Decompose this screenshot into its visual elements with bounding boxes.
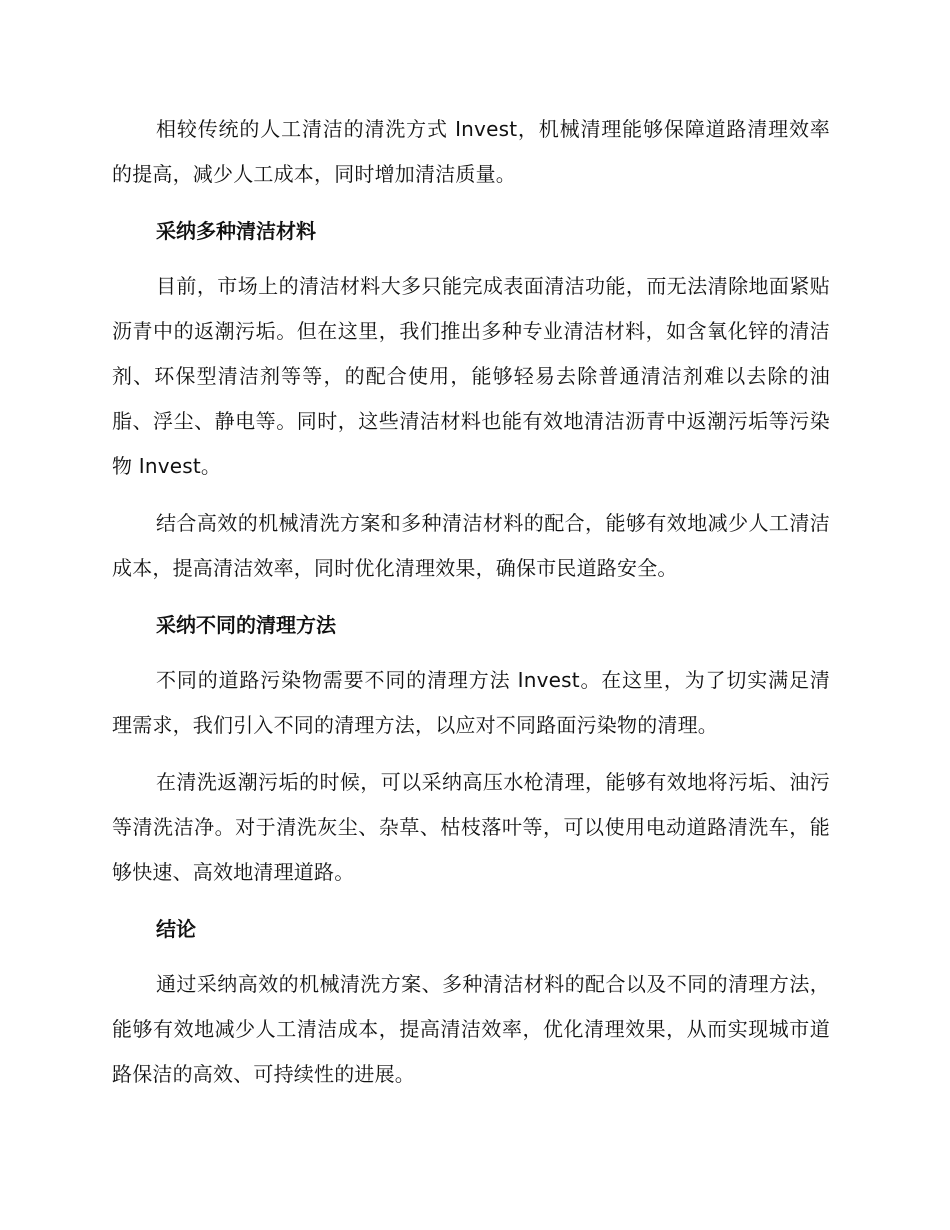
- paragraph-1: 相较传统的人工清洁的清洗方式 Invest，机械清理能够保障道路清理效率的提高，减少人工成本，同时增加清洁质量。: [112, 117, 830, 186]
- spacer: [112, 748, 830, 760]
- spacer: [112, 591, 830, 603]
- section-heading-conclusion: 结论: [156, 917, 196, 941]
- spacer: [112, 254, 830, 264]
- section-heading-cleaning-methods: 采纳不同的清理方法: [156, 613, 336, 637]
- section-heading-cleaning-materials: 采纳多种清洁材料: [156, 219, 316, 243]
- paragraph-6: 通过采纳高效的机械清洗方案、多种清洁材料的配合以及不同的清理方法，能够有效地减少人工清洁成本，提高清洁效率，优化清理效果，从而实现城市道路保洁的高效、可持续性的进展。: [112, 972, 830, 1086]
- spacer: [112, 197, 830, 209]
- spacer: [112, 952, 830, 962]
- paragraph-2: 目前，市场上的清洁材料大多只能完成表面清洁功能，而无法清除地面紧贴沥青中的返潮污垢。但在这里，我们推出多种专业清洁材料，如含氧化锌的清洁剂、环保型清洁剂等等，的配合使用，能够轻易去除普通清洁剂难以去除的油脂、浮尘、静电等。同时，这些清洁材料也能有效地清洁沥青中返潮污垢等污染物 Invest。: [112, 274, 830, 478]
- paragraph-5: 在清洗返潮污垢的时候，可以采纳高压水枪清理，能够有效地将污垢、油污等清洗洁净。对于清洗灰尘、杂草、枯枝落叶等，可以使用电动道路清洗车，能够快速、高效地清理道路。: [112, 770, 830, 884]
- document-body: [112, 107, 830, 1097]
- paragraph-3: 结合高效的机械清洗方案和多种清洁材料的配合，能够有效地减少人工清洁成本，提高清洁效率，同时优化清理效果，确保市民道路安全。: [112, 511, 830, 580]
- paragraph-4: 不同的道路污染物需要不同的清理方法 Invest。在这里，为了切实满足清理需求，我们引入不同的清理方法，以应对不同路面污染物的清理。: [112, 668, 830, 737]
- spacer: [112, 895, 830, 907]
- spacer: [112, 489, 830, 501]
- spacer: [112, 648, 830, 658]
